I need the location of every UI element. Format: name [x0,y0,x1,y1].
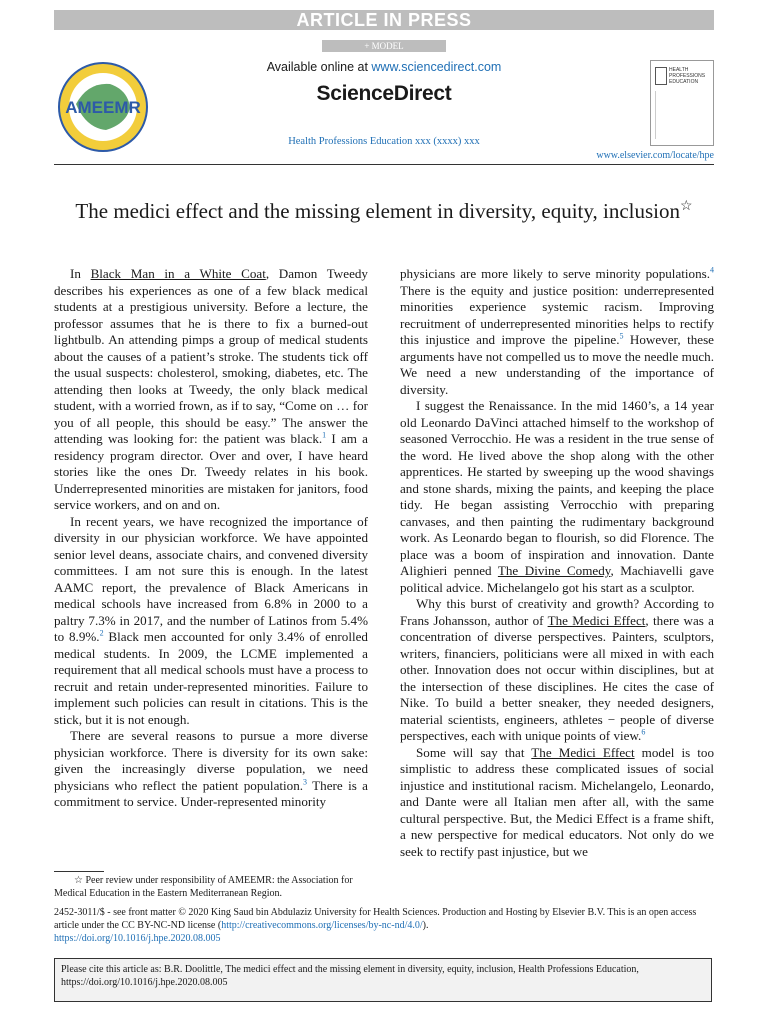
license-link[interactable]: http://creativecommons.org/licenses/by-nc-nd/4.0/ [221,920,423,931]
cover-title: HEALTH PROFESSIONS EDUCATION [669,67,706,85]
paragraph: Some will say that The Medici Effect model is too simplistic to address these complicated issues of social injustice and institutional racism. Michelangelo, Leonardo, and Dante were all Italian men after all, with the same cultural perspective. But, the Medici Effect is a frame shift, a new perspective for medical educators. Not only do we seek to rectify past injustice, but we [400,744,714,859]
title-text: The medici effect and the missing element in diversity, equity, inclusion [75,199,680,223]
sciencedirect-link[interactable]: www.sciencedirect.com [371,60,502,74]
footnote-rule [54,871,104,872]
sciencedirect-wordmark: ScienceDirect [316,82,452,105]
footnote-star-icon: ☆ [74,875,83,886]
book-title: The Medici Effect [547,612,646,628]
journal-cover-thumbnail [650,60,714,146]
body-column-left [54,266,368,811]
footnote-text: Peer review under responsibility of AMEEMR: the Association for Medical Education in the Eastern Mediterranean Region. [54,875,353,899]
doi-link[interactable]: https://doi.org/10.1016/j.hpe.2020.08.005 [54,933,221,944]
citation-box [54,958,712,1002]
paragraph: In Black Man in a White Coat, Damon Tweedy describes his experiences as one of a few black medical students at a prestigious university. Before a lecture, the professor assumes that he is there to fix a burned-out lightbulb. An attending pimps a group of medical students about the causes of a patient’s stroke. The students tick off the usual suspects: cholesterol, smoking, diabetes, etc. The attending then looks at Tweedy, the only black medical student, with a worried frown, as if to say, “Come on … for you of all people, this should be easy.” The answer the attending was looking for: the patient was black.$^1$ I am a residency program director. Over and over, I have heard stories like the ones Dr. Tweedy relates in his book. Underrepresented minorities are mistaken for janitors, food service workers, and on and on. [54,266,368,512]
paragraph: There are several reasons to pursue a more diverse physician workforce. There is diversity for its own sake: given the increasingly diverse population, we need physicians who reflect the patient population.$^3$ There is a commitment to service. Under-represented minority [54,728,368,809]
book-title: The Divine Comedy [497,563,611,578]
reference-link[interactable]: 5 [619,331,624,341]
model-tag: + MODEL [322,40,446,52]
book-title: Black Man in a White Coat [90,266,266,281]
journal-citation-line[interactable]: Health Professions Education xxx (xxxx) xxx [288,136,480,147]
paragraph: Why this burst of creativity and growth? According to Frans Johansson, author of The Medici Effect, there was a concentration of diverse perspectives. Painters, sculptors, writers, financiers, politicians were all mixed in with each other. Innovation does not occur within disciplines, but at the intersection of these disciplines. He cites the case of Nike. To build a better sneaker, they needed designers, material scientists, engineers, athletes − people of diverse perspectives, each with unique points of view.$^6$ [400,596,714,743]
reference-link[interactable]: 2 [99,628,104,638]
article-in-press-banner: ARTICLE IN PRESS [54,10,714,30]
copyright-notice: 2452-3011/$ - see front matter © 2020 King Saud bin Abdulaziz University for Health Sciences. Production and Hosting by Elsevier B.V. This is an open access article under the CC BY-NC-ND license (http://creativecommons.org/licenses/by-nc-nd/4.0/). https://doi.org/10.1016/j.hpe.2020.08.005 [54,907,697,944]
elsevier-locate-link[interactable]: www.elsevier.com/locate/hpe [596,150,714,161]
available-online-line [54,60,714,74]
book-title: The Medici Effect [531,744,635,760]
paragraph: physicians are more likely to serve minority populations.$^4$ There is the equity and justice position: underrepresented minorities experience systemic racism. Improving recruitment of underrepresented minorities helps to rectify this injustice and improve the pipeline.$^5$ However, these arguments have not compelled us to move the needle much. We need a new understanding of the importance of diversity. [400,265,714,397]
article-title [54,198,714,224]
paragraph: I suggest the Renaissance. In the mid 1460’s, a 14 year old Leonardo DaVinci attached himself to the workshop of seasoned Verrocchio. He was a resident in the true sense of the word. He lived above the shop along with the other apprentices. He started by sweeping up the wood shavings and stone shards, mixing the paints, and keeping the place tidy. He began assisting Verrocchio with preparing canvases, and then painting the rudimentary background work. As Leonardo began to flourish, so did Florence. The place was a boom of inspiration and innovation. Dante Alighieri penned The Divine Comedy, Machiavelli gave political advice. Michelangelo got his start as a sculptor. [400,398,714,595]
header-rule [54,164,714,165]
available-prefix: Available online at [266,60,372,74]
svg-text:AMEEMR: AMEEMR [65,98,141,117]
paragraph: In recent years, we have recognized the importance of diversity in our physician workforce. We have appointed senior level deans, associate chairs, and convened diversity committees. I am not sure this is enough. In the latest AAMC report, the prevalence of Black Americans in medical schools have increased from 6.8% in 2000 to a paltry 7.3% in 2017, and the number of Latinos from 5.4% to 8.9%.$^2$ Black men accounted for only 3.4% of enrolled medical students. In 2009, the LCME implemented a requirement that all medical schools must have a process to recruit and retain under-represented minorities. Failure to implement such policies can result in citations. This is the stick, but it is not enough. [54,513,368,727]
body-column-right [400,266,714,860]
footnote [54,874,368,900]
title-star-icon: ☆ [680,199,693,214]
reference-link[interactable]: 4 [710,265,714,275]
reference-link[interactable]: 1 [322,430,327,440]
reference-link[interactable]: 3 [303,777,308,787]
citation-text: Please cite this article as: B.R. Doolittle, The medici effect and the missing element in diversity, equity, inclusion, Health Professions Education, https://doi.org/10.1016/j.hpe.2020.08.005 [61,964,639,988]
reference-link[interactable]: 6 [641,727,646,737]
